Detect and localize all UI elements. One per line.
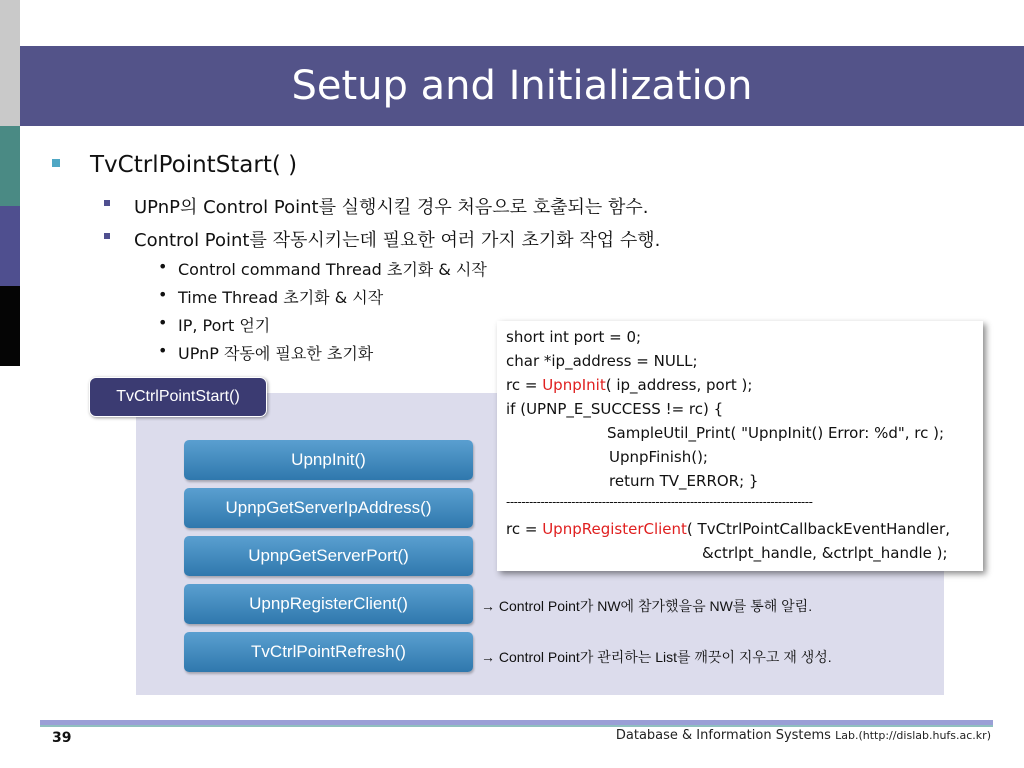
square-bullet-icon (104, 233, 110, 239)
slide-title-bar (20, 46, 1024, 126)
code-highlight: UpnpInit (542, 376, 606, 394)
code-line: if (UPNP_E_SUCCESS != rc) { (506, 400, 724, 418)
side-stripe-purple (0, 206, 20, 286)
code-line: char *ip_address = NULL; (506, 352, 698, 370)
footer-divider-accent (40, 725, 993, 727)
code-text: ( TvCtrlPointCallbackEventHandler, (686, 520, 950, 538)
function-box-upnpinit: UpnpInit() (184, 440, 473, 480)
function-box-refresh: TvCtrlPointRefresh() (184, 632, 473, 672)
init-item-text: Control command Thread 초기화 & 시작 (178, 260, 487, 279)
init-item-text: UPnP 작동에 필요한 초기화 (178, 344, 374, 363)
note-register: → Control Point가 NW에 참가했을음 NW를 통해 알림. (481, 598, 813, 614)
function-box-getserverip: UpnpGetServerIpAddress() (184, 488, 473, 528)
code-box (497, 321, 983, 571)
code-line (506, 520, 950, 538)
main-bullet-text: TvCtrlPointStart( ) (90, 152, 298, 178)
footer-credit (616, 728, 991, 743)
code-highlight: UpnpRegisterClient (542, 520, 687, 538)
footer-lab-name: Database & Information Systems (615, 728, 831, 743)
code-line: UpnpFinish(); (609, 448, 708, 466)
code-separator: -------------------------------------------------------------------------------- (506, 495, 813, 509)
note-refresh: → Control Point가 관리하는 List를 깨끗이 지우고 재 생성. (481, 649, 832, 665)
side-stripe-gray (0, 0, 20, 126)
dot-bullet-icon: • (158, 285, 168, 304)
code-text: ( ip_address, port ); (605, 376, 753, 394)
init-item-text: IP, Port 얻기 (178, 316, 271, 335)
square-bullet-icon (104, 200, 110, 206)
code-text: rc = (506, 376, 543, 394)
code-line: short int port = 0; (506, 328, 642, 346)
function-box-registerclient: UpnpRegisterClient() (184, 584, 473, 624)
side-stripe-black (0, 286, 20, 366)
code-line (506, 376, 752, 394)
code-line: &ctrlpt_handle, &ctrlpt_handle ); (702, 544, 948, 562)
side-stripe-teal (0, 126, 20, 206)
footer-url: Lab.(http://dislab.hufs.ac.kr) (835, 729, 991, 742)
init-item-text: Time Thread 초기화 & 시작 (178, 288, 384, 307)
code-line: return TV_ERROR; } (609, 472, 759, 490)
sub-bullet-text: UPnP의 Control Point를 실행시킬 경우 처음으로 호출되는 함수. (134, 197, 649, 218)
dot-bullet-icon: • (158, 341, 168, 360)
code-text: rc = (506, 520, 543, 538)
square-bullet-icon (52, 159, 60, 167)
function-box-getserverport: UpnpGetServerPort() (184, 536, 473, 576)
page-number: 39 (52, 730, 72, 746)
slide-title: Setup and Initialization (291, 63, 753, 109)
code-line: SampleUtil_Print( "UpnpInit() Error: %d", rc ); (607, 424, 945, 442)
dot-bullet-icon: • (158, 313, 168, 332)
dot-bullet-icon: • (158, 257, 168, 276)
sub-bullet-text: Control Point를 작동시키는데 필요한 여러 가지 초기화 작업 수행. (134, 230, 661, 251)
function-tag: TvCtrlPointStart() (89, 377, 267, 417)
